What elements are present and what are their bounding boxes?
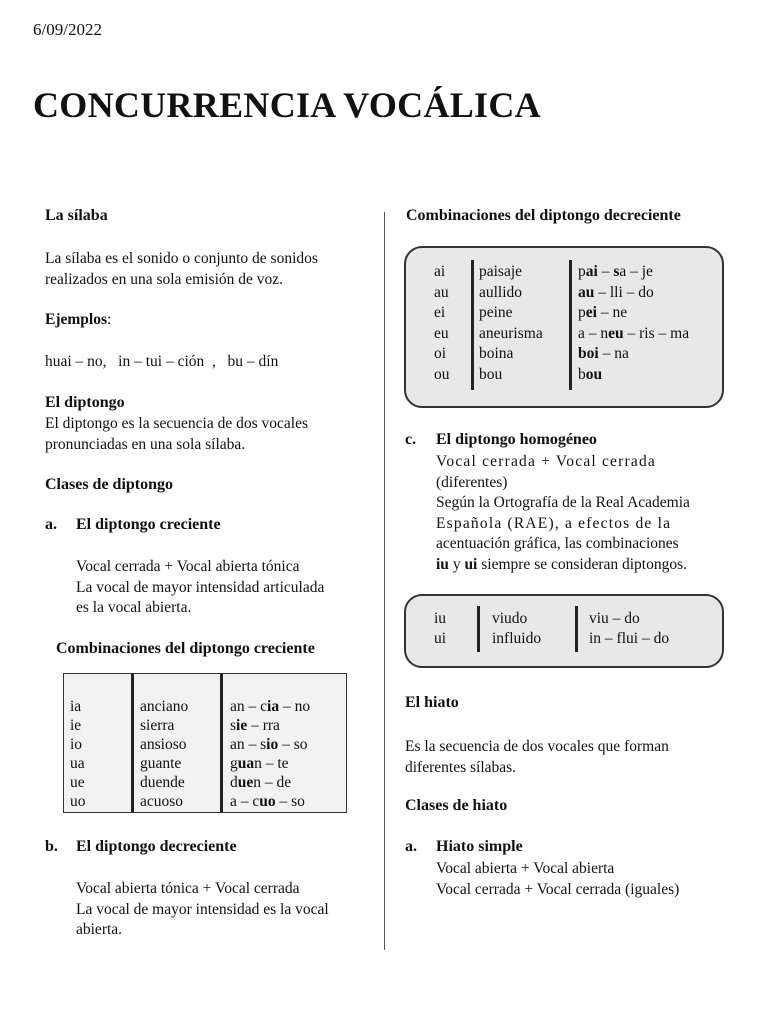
diptongo-text: El diptongo es la secuencia de dos vocales pronunciadas en una sola sílaba. xyxy=(45,415,308,453)
syllables-column xyxy=(230,697,310,812)
table-cell-syllables xyxy=(230,754,310,773)
table-cell-word: aullido xyxy=(479,283,523,301)
syllable-text: – lli – do xyxy=(594,283,654,301)
words-column xyxy=(140,697,188,812)
syllable-text: – so xyxy=(278,736,308,753)
syllable-highlight: au xyxy=(578,283,595,301)
table-cell-pair: ua xyxy=(70,755,85,772)
diptongo-heading: El diptongo xyxy=(45,394,125,411)
section-a-text: Vocal cerrada + Vocal abierta tónica La vocal de mayor intensidad articulada es la vocal abierta. xyxy=(76,558,325,616)
syllable-text: – so xyxy=(275,793,305,810)
syllable-text: – xyxy=(597,263,614,280)
ejemplos-heading: Ejemplos: xyxy=(45,311,112,328)
table-cell-syllables xyxy=(578,303,689,324)
syllable-text: a – c xyxy=(230,793,260,810)
clases-diptongo-heading: Clases de diptongo xyxy=(45,476,174,493)
table-cell-syllables xyxy=(578,262,689,283)
syllable-highlight: eu xyxy=(608,324,624,342)
words-column xyxy=(479,262,543,406)
table-cell-syllables xyxy=(578,324,689,345)
ejemplos-text: huai – no, in – tui – ción , bu – dín xyxy=(45,353,279,370)
pairs-column xyxy=(70,697,86,812)
table-cell-pair: iu xyxy=(434,610,447,627)
table-cell-pair: eu xyxy=(434,324,449,342)
table-cell-word: boina xyxy=(479,345,514,362)
table-cell-word: guante xyxy=(140,755,182,772)
table-cell-syllables xyxy=(230,792,310,811)
table-cell-word: influido xyxy=(492,630,542,647)
table-cell-pair: ia xyxy=(70,698,82,715)
table-cell-pair: au xyxy=(434,283,449,301)
page-title: CONCURRENCIA VOCÁLICA xyxy=(33,85,541,125)
syllables-column xyxy=(578,262,689,406)
syllable-text: n – te xyxy=(254,755,289,772)
table-cell-word: aneurisma xyxy=(479,324,543,342)
syllable-text: p xyxy=(578,304,586,321)
section-b-heading: b. El diptongo decreciente xyxy=(45,838,237,855)
hiato-text: Es la secuencia de dos vocales que forman diferentes sílabas. xyxy=(405,738,669,776)
table-cell-syllables xyxy=(230,716,310,735)
silaba-heading: La sílaba xyxy=(45,207,108,224)
syllable-text: b xyxy=(578,365,586,383)
silaba-text: La sílaba es el sonido o conjunto de sonidos realizados en una sola emisión de voz. xyxy=(45,250,318,288)
creciente-table xyxy=(63,673,347,813)
column-divider xyxy=(384,212,385,950)
syllable-highlight: ue xyxy=(237,774,254,791)
table-cell-pair: uo xyxy=(70,793,86,810)
table-cell-syllables xyxy=(578,283,689,304)
syllable-text: – ne xyxy=(596,304,628,321)
table-separator xyxy=(575,606,578,652)
syllables-column xyxy=(589,609,669,666)
syllable-text: n – de xyxy=(253,774,292,791)
decreciente-table xyxy=(404,246,724,408)
table-cell-word: duende xyxy=(140,774,185,791)
syllable-highlight: ou xyxy=(585,365,603,383)
table-cell-word: acuoso xyxy=(140,793,184,810)
section-c-heading: c. El diptongo homogéneo xyxy=(405,431,597,448)
words-column xyxy=(492,609,541,666)
table-cell-syllables xyxy=(578,344,689,365)
syllable-text: g xyxy=(230,755,238,772)
syllable-highlight: s xyxy=(613,263,620,280)
table-separator xyxy=(569,260,572,390)
decreciente-table-heading: Combinaciones del diptongo decreciente xyxy=(406,207,681,224)
syllable-text: – rra xyxy=(247,717,280,734)
syllable-text: – ris – ma xyxy=(623,324,690,342)
pairs-column xyxy=(434,262,450,406)
table-cell-pair: ai xyxy=(434,263,446,280)
table-cell-word: anciano xyxy=(140,698,189,715)
table-cell-pair: oi xyxy=(434,345,447,362)
syllable-highlight: ie xyxy=(236,717,248,734)
table-cell-syllables xyxy=(578,365,689,386)
table-separator xyxy=(471,260,474,390)
syllable-highlight: uo xyxy=(259,793,276,810)
table-cell-word: viudo xyxy=(492,610,528,627)
syllable-text: s xyxy=(230,717,237,734)
section-a-heading: a. El diptongo creciente xyxy=(45,516,221,533)
syllable-highlight: ua xyxy=(237,755,255,772)
syllable-text: – na xyxy=(598,345,629,362)
table-cell-word: peine xyxy=(479,304,513,321)
syllable-text: p xyxy=(578,263,586,280)
table-cell-word: ansioso xyxy=(140,736,187,753)
table-cell-syllables: in – flui – do xyxy=(589,630,670,647)
table-cell-syllables xyxy=(230,697,310,716)
table-cell-pair: io xyxy=(70,736,83,753)
pairs-column xyxy=(434,609,446,666)
table-cell-syllables xyxy=(230,735,310,754)
table-cell-pair: ei xyxy=(434,304,446,321)
syllable-text: d xyxy=(230,774,238,791)
table-cell-pair: ui xyxy=(434,630,447,647)
homogeneo-table xyxy=(404,594,724,668)
clases-hiato-heading: Clases de hiato xyxy=(405,797,508,814)
syllable-highlight: io xyxy=(266,736,279,753)
hiato-simple-heading: a. Hiato simple xyxy=(405,838,523,855)
document-date: 6/09/2022 xyxy=(33,20,102,39)
syllable-text: an – c xyxy=(230,698,268,715)
table-separator xyxy=(220,674,223,812)
table-separator xyxy=(131,674,134,812)
syllable-highlight: ai xyxy=(585,263,598,280)
section-b-text: Vocal abierta tónica + Vocal cerrada La vocal de mayor intensidad es la vocal abierta. xyxy=(76,880,329,938)
table-cell-pair: ou xyxy=(434,365,450,383)
table-separator xyxy=(477,606,480,652)
table-cell-syllables: viu – do xyxy=(589,610,640,627)
table-cell-syllables xyxy=(230,773,310,792)
creciente-table-heading: Combinaciones del diptongo creciente xyxy=(56,640,315,657)
syllable-text: – no xyxy=(279,698,311,715)
hiato-simple-text: Vocal abierta + Vocal abierta Vocal cerrada + Vocal cerrada (iguales) xyxy=(436,860,680,898)
table-cell-pair: ue xyxy=(70,774,85,791)
hiato-heading: El hiato xyxy=(405,694,459,711)
syllable-text: a – n xyxy=(578,324,609,342)
syllable-highlight: boi xyxy=(578,345,599,362)
syllable-text: an – s xyxy=(230,736,267,753)
table-cell-word: paisaje xyxy=(479,263,523,280)
syllable-highlight: ei xyxy=(585,304,597,321)
table-cell-pair: ie xyxy=(70,717,82,734)
section-c-text: Vocal cerrada + Vocal cerrada (diferentes) Según la Ortografía de la Real Academia Española (RAE), a efectos de la acentuación gráfica, las combinaciones iu y ui siempre se consideran diptongos. xyxy=(436,453,690,573)
table-cell-word: sierra xyxy=(140,717,175,734)
syllable-highlight: ia xyxy=(267,698,280,715)
table-cell-word: bou xyxy=(479,365,503,383)
syllable-text: a – je xyxy=(619,263,653,280)
